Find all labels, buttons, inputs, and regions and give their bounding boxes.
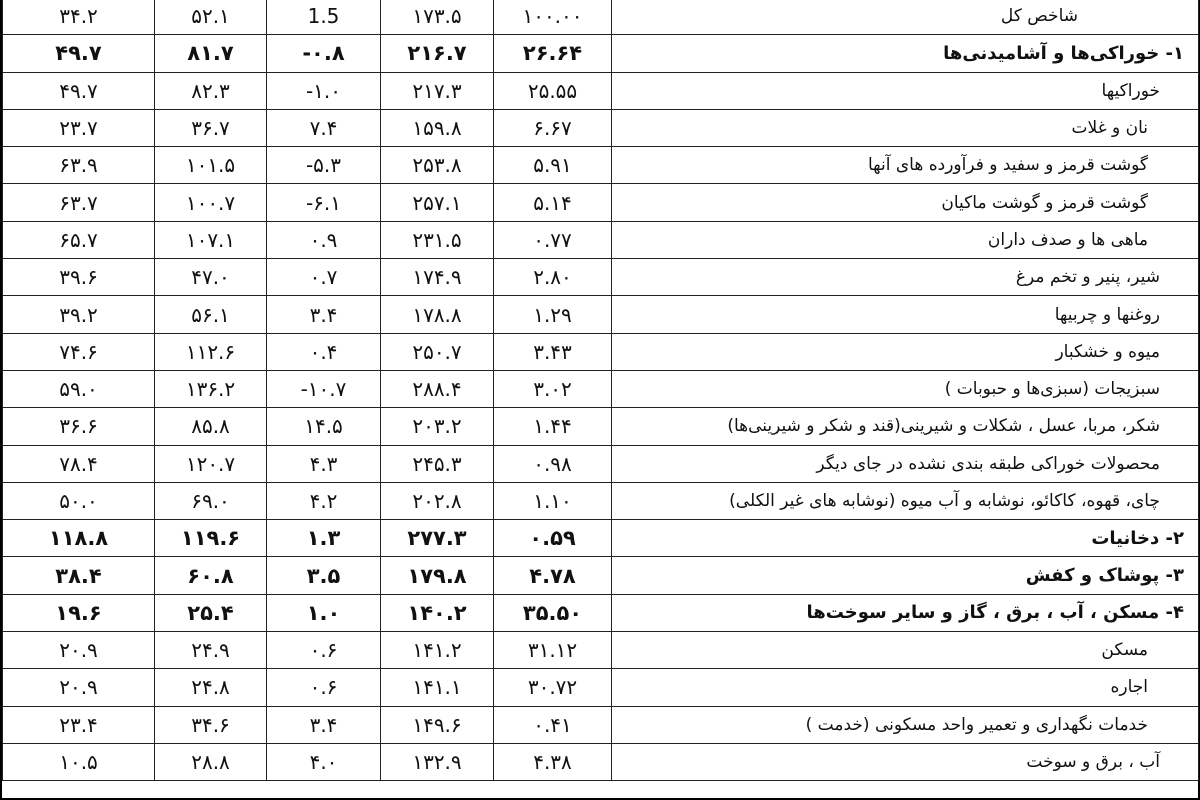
value-cell-3: -۱.۰ xyxy=(267,72,381,109)
value-cell-2: ۱۵۹.۸ xyxy=(381,109,494,146)
row-label: آب ، برق و سوخت xyxy=(612,743,1199,780)
value-cell-5: ۵۹.۰ xyxy=(3,370,155,407)
value-cell-1: ۱.۴۴ xyxy=(494,408,612,445)
value-cell-3: ۱.۰ xyxy=(267,594,381,631)
value-cell-5: ۳۹.۶ xyxy=(3,259,155,296)
value-cell-5: ۳۸.۴ xyxy=(3,557,155,594)
row-label: شاخص کل xyxy=(612,0,1199,35)
value-cell-4: ۲۴.۸ xyxy=(155,669,267,706)
table-row xyxy=(3,706,1199,743)
value-cell-4: ۲۴.۹ xyxy=(155,632,267,669)
value-cell-5: ۳۹.۲ xyxy=(3,296,155,333)
value-cell-4: ۳۴.۶ xyxy=(155,706,267,743)
value-cell-1: ۳۵.۵۰ xyxy=(494,594,612,631)
value-cell-3: ۱۴.۵ xyxy=(267,408,381,445)
table-row xyxy=(3,669,1199,706)
value-cell-2: ۱۴۰.۲ xyxy=(381,594,494,631)
row-label: خوراکیها xyxy=(612,72,1199,109)
table-row xyxy=(3,445,1199,482)
value-cell-5: ۲۰.۹ xyxy=(3,632,155,669)
value-cell-3: ۰.۷ xyxy=(267,259,381,296)
value-cell-3: ۱.۳ xyxy=(267,520,381,557)
value-cell-2: ۱۷۸.۸ xyxy=(381,296,494,333)
value-cell-4: ۳۶.۷ xyxy=(155,109,267,146)
value-cell-2: ۱۷۹.۸ xyxy=(381,557,494,594)
value-cell-5: ۱۹.۶ xyxy=(3,594,155,631)
table-row xyxy=(3,632,1199,669)
row-label: ماهی ها و صدف داران xyxy=(612,221,1199,258)
value-cell-1: ۳۰.۷۲ xyxy=(494,669,612,706)
row-label: ۱- خوراکی‌ها و آشامیدنی‌ها xyxy=(612,35,1199,72)
value-cell-3: ۳.۵ xyxy=(267,557,381,594)
value-cell-1: ۲۶.۶۴ xyxy=(494,35,612,72)
value-cell-4: ۵۲.۱ xyxy=(155,0,267,35)
value-cell-2: ۱۴۱.۱ xyxy=(381,669,494,706)
value-cell-1: ۲.۸۰ xyxy=(494,259,612,296)
value-cell-3: ۰.۴ xyxy=(267,333,381,370)
value-cell-2: ۲۵۷.۱ xyxy=(381,184,494,221)
value-cell-4: ۱۰۰.۷ xyxy=(155,184,267,221)
value-cell-2: ۱۴۱.۲ xyxy=(381,632,494,669)
value-cell-5: ۷۴.۶ xyxy=(3,333,155,370)
row-label: میوه و خشکبار xyxy=(612,333,1199,370)
table-row xyxy=(3,482,1199,519)
row-label: ۴- مسکن ، آب ، برق ، گاز و سایر سوخت‌ها xyxy=(612,594,1199,631)
value-cell-1: ۳.۴۳ xyxy=(494,333,612,370)
value-cell-4: ۸۱.۷ xyxy=(155,35,267,72)
value-cell-1: ۰.۴۱ xyxy=(494,706,612,743)
value-cell-4: ۱۱۲.۶ xyxy=(155,333,267,370)
value-cell-5: ۶۳.۹ xyxy=(3,147,155,184)
table-row xyxy=(3,72,1199,109)
row-label: روغنها و چربیها xyxy=(612,296,1199,333)
row-label: ۲- دخانیات xyxy=(612,520,1199,557)
table-row xyxy=(3,35,1199,72)
value-cell-3: ۰.۶ xyxy=(267,632,381,669)
value-cell-3: -۰.۸ xyxy=(267,35,381,72)
value-cell-1: ۳۱.۱۲ xyxy=(494,632,612,669)
row-label: سبزیجات (سبزی‌ها و حبوبات ) xyxy=(612,370,1199,407)
row-label: ۳- پوشاک و کفش xyxy=(612,557,1199,594)
value-cell-4: ۱۲۰.۷ xyxy=(155,445,267,482)
value-cell-2: ۲۴۵.۳ xyxy=(381,445,494,482)
row-label: اجاره xyxy=(612,669,1199,706)
value-cell-5: ۵۰.۰ xyxy=(3,482,155,519)
value-cell-3: ۴.۲ xyxy=(267,482,381,519)
value-cell-1: ۵.۱۴ xyxy=(494,184,612,221)
value-cell-4: ۲۵.۴ xyxy=(155,594,267,631)
value-cell-5: ۳۴.۲ xyxy=(3,0,155,35)
value-cell-2: ۲۰۳.۲ xyxy=(381,408,494,445)
row-label: شکر، مربا، عسل ، شکلات و شیرینی(قند و شکر و شیرینی‌ها) xyxy=(612,408,1199,445)
value-cell-5: ۲۳.۷ xyxy=(3,109,155,146)
value-cell-4: ۴۷.۰ xyxy=(155,259,267,296)
value-cell-4: ۲۸.۸ xyxy=(155,743,267,780)
value-cell-1: ۱۰۰.۰۰ xyxy=(494,0,612,35)
table-row xyxy=(3,370,1199,407)
value-cell-3: -۱۰.۷ xyxy=(267,370,381,407)
value-cell-2: ۲۸۸.۴ xyxy=(381,370,494,407)
value-cell-3: ۰.۶ xyxy=(267,669,381,706)
table-row xyxy=(3,408,1199,445)
table-row xyxy=(3,333,1199,370)
value-cell-4: ۶۹.۰ xyxy=(155,482,267,519)
value-cell-2: ۲۵۰.۷ xyxy=(381,333,494,370)
value-cell-2: ۲۱۶.۷ xyxy=(381,35,494,72)
value-cell-1: ۰.۷۷ xyxy=(494,221,612,258)
row-label: گوشت قرمز و گوشت ماکیان xyxy=(612,184,1199,221)
value-cell-2: ۲۷۷.۳ xyxy=(381,520,494,557)
table-row xyxy=(3,259,1199,296)
table-row xyxy=(3,109,1199,146)
value-cell-5: ۶۳.۷ xyxy=(3,184,155,221)
value-cell-3: ۴.۰ xyxy=(267,743,381,780)
value-cell-1: ۶.۶۷ xyxy=(494,109,612,146)
value-cell-5: ۳۶.۶ xyxy=(3,408,155,445)
value-cell-3: ۰.۹ xyxy=(267,221,381,258)
value-cell-4: ۱۰۱.۵ xyxy=(155,147,267,184)
cpi-table xyxy=(2,0,1199,781)
value-cell-2: ۲۰۲.۸ xyxy=(381,482,494,519)
row-label: چای، قهوه، کاکائو، نوشابه و آب میوه (نوشابه های غیر الکلی) xyxy=(612,482,1199,519)
value-cell-2: ۲۵۳.۸ xyxy=(381,147,494,184)
table-row xyxy=(3,221,1199,258)
value-cell-1: ۱.۲۹ xyxy=(494,296,612,333)
table-row xyxy=(3,184,1199,221)
value-cell-3: -۶.۱ xyxy=(267,184,381,221)
table-row xyxy=(3,296,1199,333)
row-label: مسکن xyxy=(612,632,1199,669)
value-cell-1: ۲۵.۵۵ xyxy=(494,72,612,109)
value-cell-3: ۷.۴ xyxy=(267,109,381,146)
value-cell-4: ۱۰۷.۱ xyxy=(155,221,267,258)
value-cell-4: ۱۱۹.۶ xyxy=(155,520,267,557)
value-cell-4: ۵۶.۱ xyxy=(155,296,267,333)
row-label: گوشت قرمز و سفید و فرآورده های آنها xyxy=(612,147,1199,184)
table-row xyxy=(3,520,1199,557)
value-cell-2: ۱۴۹.۶ xyxy=(381,706,494,743)
table-row xyxy=(3,0,1199,35)
value-cell-4: ۸۲.۳ xyxy=(155,72,267,109)
value-cell-5: ۱۱۸.۸ xyxy=(3,520,155,557)
value-cell-5: ۲۰.۹ xyxy=(3,669,155,706)
value-cell-2: ۱۳۲.۹ xyxy=(381,743,494,780)
value-cell-2: ۱۷۴.۹ xyxy=(381,259,494,296)
value-cell-1: ۵.۹۱ xyxy=(494,147,612,184)
table-body xyxy=(3,0,1199,781)
table-row xyxy=(3,147,1199,184)
value-cell-1: ۴.۳۸ xyxy=(494,743,612,780)
value-cell-1: ۰.۹۸ xyxy=(494,445,612,482)
row-label: محصولات خوراکی طبقه بندی نشده در جای دیگر xyxy=(612,445,1199,482)
value-cell-3: -۵.۳ xyxy=(267,147,381,184)
value-cell-1: ۱.۱۰ xyxy=(494,482,612,519)
table-row xyxy=(3,743,1199,780)
value-cell-3: ۳.۴ xyxy=(267,296,381,333)
row-label: نان و غلات xyxy=(612,109,1199,146)
table-row xyxy=(3,594,1199,631)
value-cell-1: ۰.۵۹ xyxy=(494,520,612,557)
value-cell-5: ۲۳.۴ xyxy=(3,706,155,743)
value-cell-3: 1.5 xyxy=(267,0,381,35)
row-label: شیر، پنیر و تخم مرغ xyxy=(612,259,1199,296)
value-cell-4: ۶۰.۸ xyxy=(155,557,267,594)
value-cell-1: ۳.۰۲ xyxy=(494,370,612,407)
value-cell-4: ۱۳۶.۲ xyxy=(155,370,267,407)
value-cell-5: ۶۵.۷ xyxy=(3,221,155,258)
value-cell-2: ۱۷۳.۵ xyxy=(381,0,494,35)
value-cell-5: ۴۹.۷ xyxy=(3,72,155,109)
value-cell-2: ۲۳۱.۵ xyxy=(381,221,494,258)
value-cell-5: ۷۸.۴ xyxy=(3,445,155,482)
value-cell-5: ۴۹.۷ xyxy=(3,35,155,72)
value-cell-3: ۴.۳ xyxy=(267,445,381,482)
value-cell-5: ۱۰.۵ xyxy=(3,743,155,780)
row-label: خدمات نگهداری و تعمیر واحد مسکونی (خدمت ) xyxy=(612,706,1199,743)
value-cell-4: ۸۵.۸ xyxy=(155,408,267,445)
table-row xyxy=(3,557,1199,594)
value-cell-2: ۲۱۷.۳ xyxy=(381,72,494,109)
value-cell-1: ۴.۷۸ xyxy=(494,557,612,594)
value-cell-3: ۳.۴ xyxy=(267,706,381,743)
